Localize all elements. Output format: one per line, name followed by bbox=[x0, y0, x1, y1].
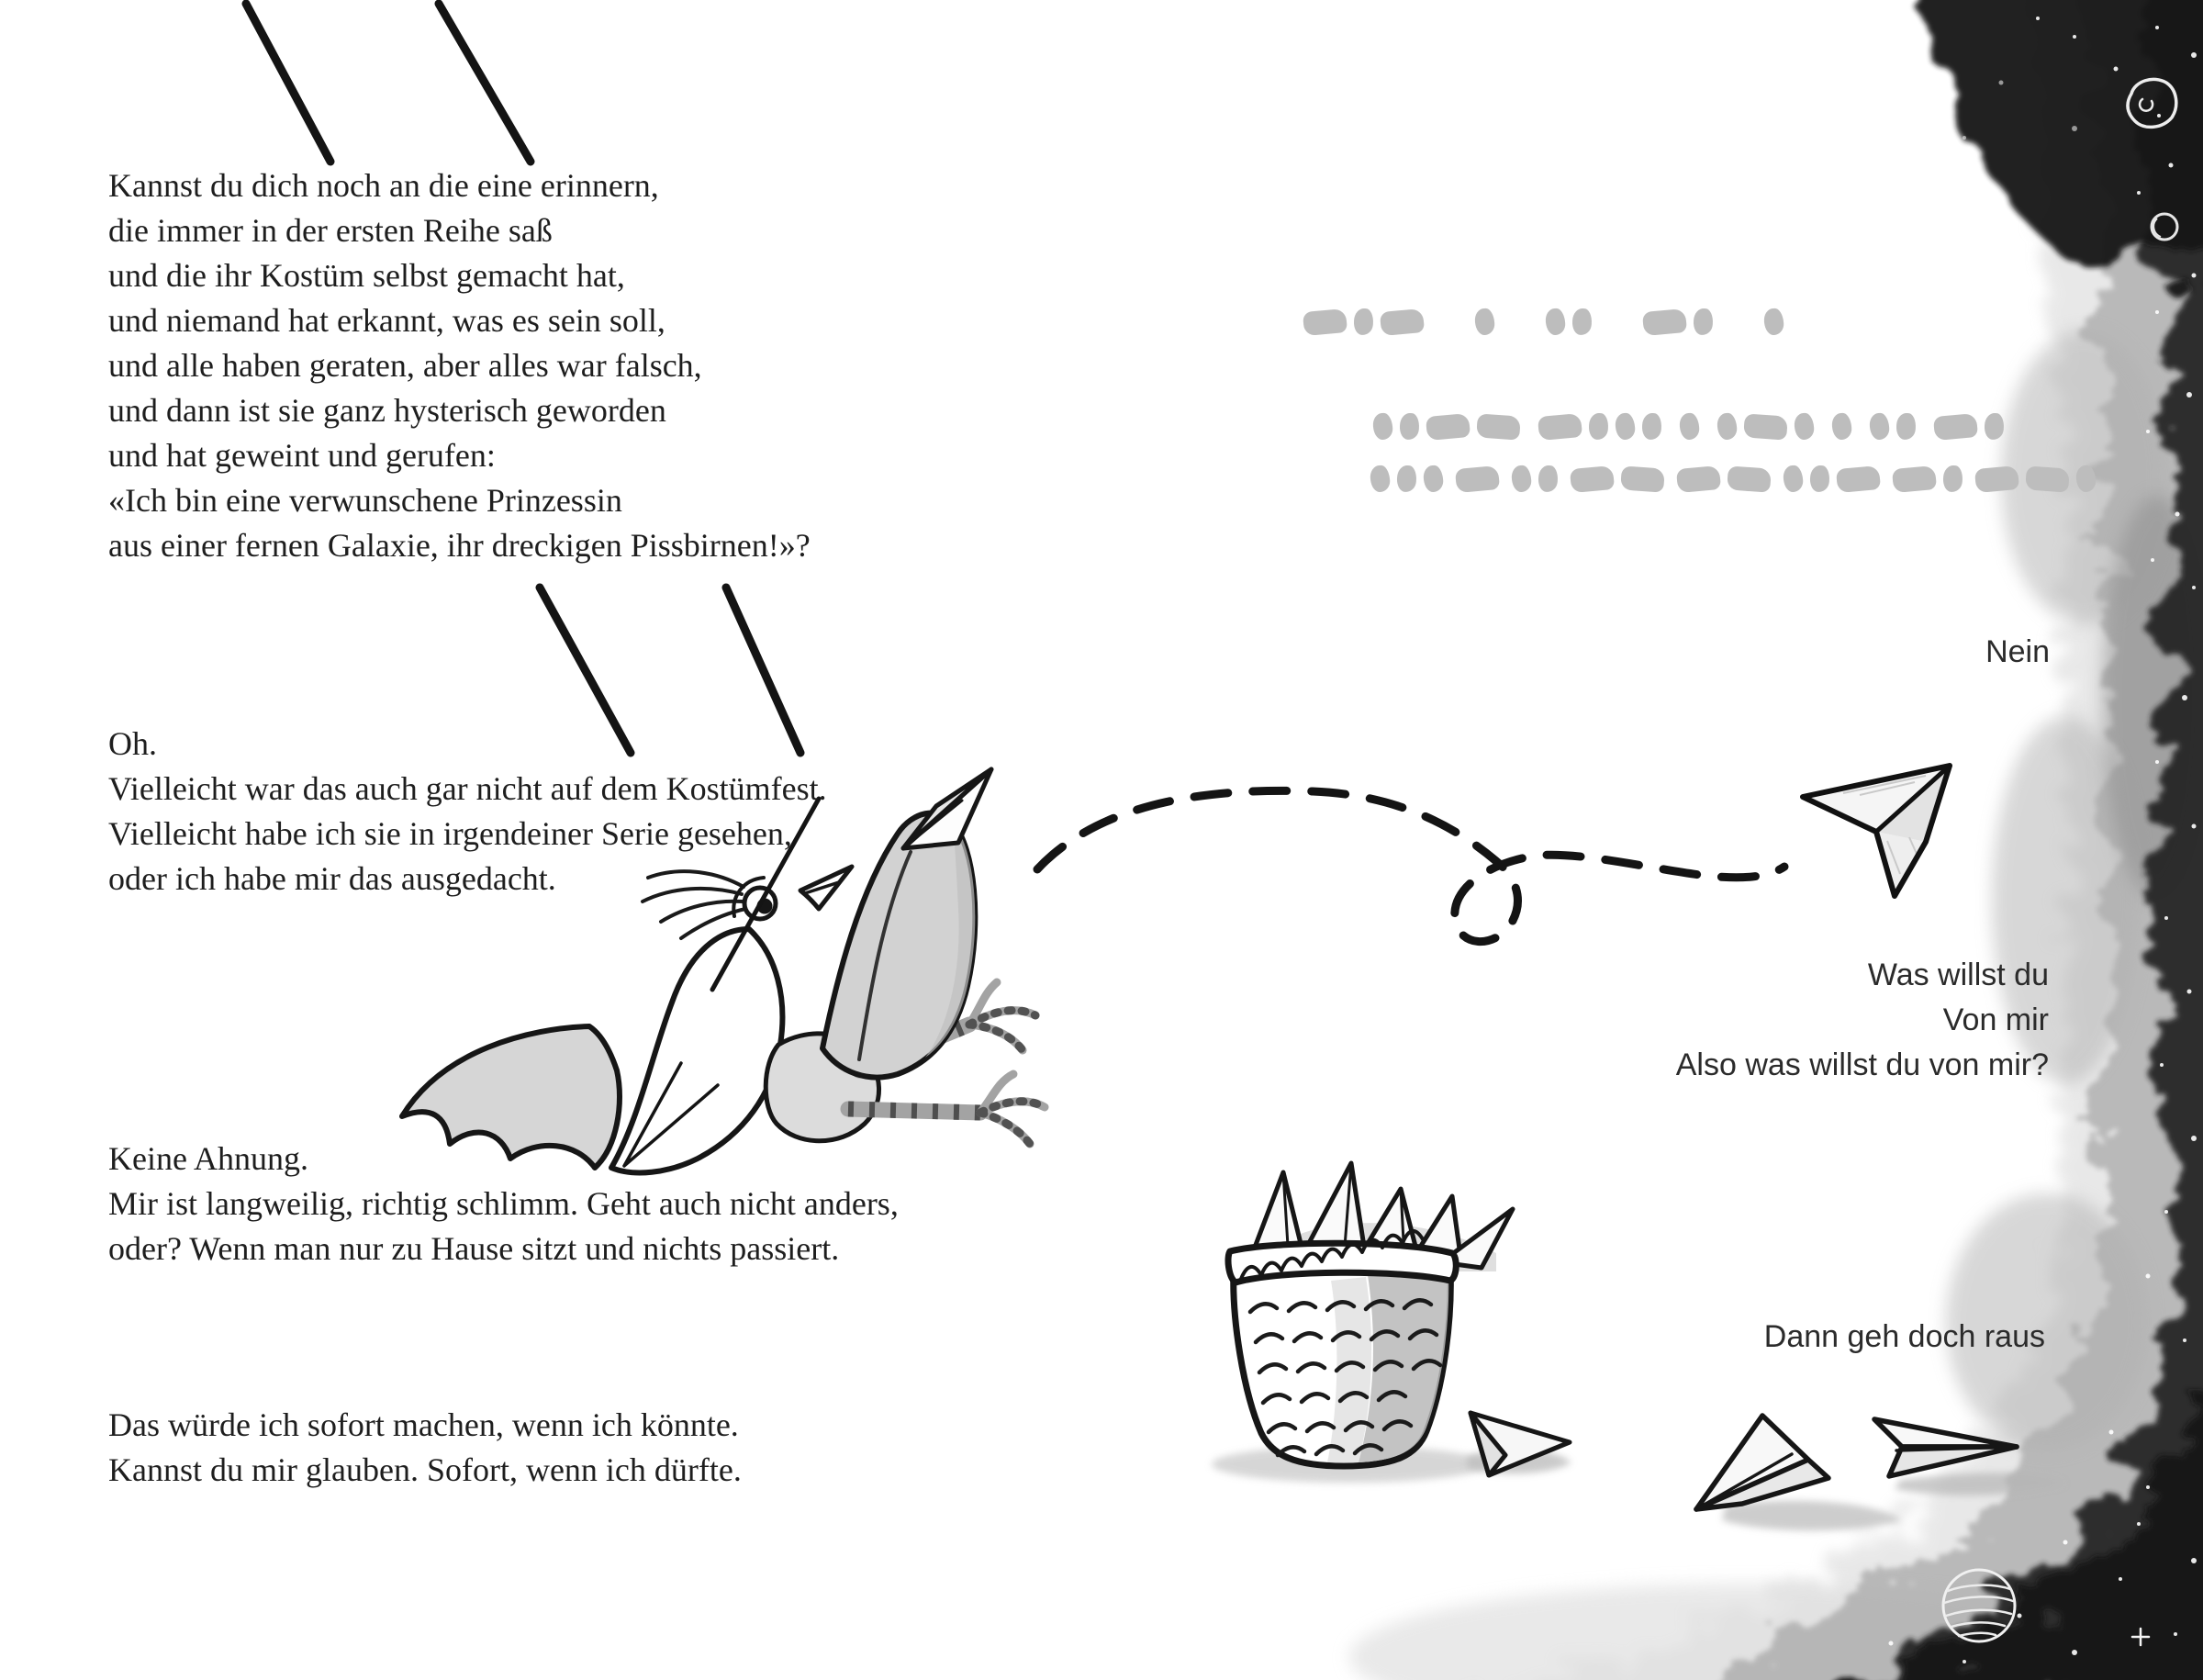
text-line: «Ich bin eine verwunschene Prinzessin bbox=[108, 482, 622, 519]
morse-dot bbox=[1474, 308, 1495, 336]
morse-letter bbox=[1303, 308, 1424, 335]
morse-code-row-2 bbox=[1373, 413, 2004, 440]
morse-dash bbox=[1538, 413, 1582, 441]
morse-dot bbox=[2075, 465, 2097, 493]
morse-dot bbox=[1396, 465, 1417, 492]
morse-dot bbox=[1511, 465, 1532, 493]
text-line: Kannst du mir glauben. Sofort, wenn ich dürfte. bbox=[108, 1451, 742, 1488]
launched-mini-paper-plane bbox=[903, 769, 991, 848]
text-line: und hat geweint und gerufen: bbox=[108, 437, 496, 474]
text-line: Das würde ich sofort machen, wenn ich könnte. bbox=[108, 1406, 739, 1443]
text-line: Also was willst du von mir? bbox=[1675, 1047, 2049, 1082]
text-line: und niemand hat erkannt, was es sein soll, bbox=[108, 302, 665, 339]
morse-letter bbox=[1571, 467, 1664, 491]
basket-illustration bbox=[1212, 1163, 1571, 1483]
morse-letter bbox=[1975, 465, 2096, 492]
morse-letter bbox=[1870, 413, 1916, 440]
morse-dot bbox=[1545, 308, 1566, 336]
morse-dot bbox=[1372, 412, 1393, 441]
morse-letter bbox=[1717, 413, 1814, 440]
morse-dot bbox=[1615, 412, 1636, 441]
text-line: Kannst du dich noch an die eine erinnern, bbox=[108, 167, 659, 204]
morse-dash bbox=[1476, 413, 1521, 440]
morse-letter bbox=[1373, 413, 1520, 440]
morse-letter bbox=[1784, 465, 1880, 492]
text-line: oder? Wenn man nur zu Hause sitzt und nichts passiert. bbox=[108, 1230, 840, 1267]
morse-dot bbox=[1809, 465, 1830, 492]
morse-dot bbox=[1831, 412, 1852, 441]
text-line: Keine Ahnung. bbox=[108, 1140, 308, 1177]
text-line: Von mir bbox=[1942, 1002, 2049, 1037]
text-line: oder ich habe mir das ausgedacht. bbox=[108, 860, 556, 897]
morse-dash bbox=[1727, 465, 1772, 492]
morse-dot bbox=[1353, 308, 1374, 335]
radio-reply-was-willst-du bbox=[1676, 953, 2049, 1088]
morse-dot bbox=[1641, 412, 1662, 440]
morse-dot bbox=[1399, 412, 1420, 440]
dashed-flight-path bbox=[1037, 790, 1784, 941]
morse-code-row-1 bbox=[1303, 308, 1784, 335]
text-line: und dann ist sie ganz hysterisch geworden bbox=[108, 392, 666, 429]
morse-dash bbox=[1836, 465, 1881, 493]
newspaper-paper-plane bbox=[1803, 766, 1950, 896]
text-line: Was willst du bbox=[1867, 958, 2049, 992]
text-line: aus einer fernen Galaxie, ihr dreckigen Pissbirnen!»? bbox=[108, 527, 811, 564]
text-line: Vielleicht war das auch gar nicht auf dem Kostümfest. bbox=[108, 770, 827, 807]
morse-dash bbox=[1676, 465, 1721, 493]
morse-dash bbox=[1642, 308, 1687, 336]
morse-code-row-3 bbox=[1370, 465, 2096, 492]
paper-plane-beside-basket bbox=[1467, 1413, 1571, 1475]
morse-dash bbox=[1974, 465, 2019, 493]
text-line: Vielleicht habe ich sie in irgendeiner Serie gesehen, bbox=[108, 815, 792, 852]
morse-dot bbox=[1370, 465, 1391, 493]
morse-letter bbox=[1680, 413, 1699, 440]
morse-dot bbox=[1794, 412, 1815, 441]
morse-dash bbox=[1743, 413, 1788, 440]
morse-dash bbox=[1426, 413, 1471, 441]
narration-paragraph-4 bbox=[108, 1403, 742, 1493]
paper-plane-right bbox=[1874, 1419, 2017, 1476]
morse-letter bbox=[1456, 467, 1499, 491]
morse-dot bbox=[1693, 308, 1714, 335]
paper-plane-left bbox=[1696, 1416, 1828, 1509]
morse-dot bbox=[1783, 465, 1804, 493]
morse-letter bbox=[1934, 413, 2004, 440]
morse-letter bbox=[1677, 467, 1771, 491]
morse-letter bbox=[1546, 308, 1592, 335]
morse-dash bbox=[1892, 465, 1937, 493]
morse-dash bbox=[2025, 465, 2070, 492]
morse-letter bbox=[1475, 308, 1494, 335]
morse-dot bbox=[1423, 465, 1444, 493]
text-line: und alle haben geraten, aber alles war falsch, bbox=[108, 347, 702, 384]
radio-reply-dann-geh-doch-raus bbox=[1764, 1315, 2045, 1360]
morse-dot bbox=[1571, 308, 1593, 335]
morse-letter bbox=[1764, 308, 1784, 335]
narration-paragraph-3 bbox=[108, 1137, 899, 1271]
text-line: Oh. bbox=[108, 725, 157, 762]
morse-dash bbox=[1620, 465, 1665, 492]
text-line: Dann geh doch raus bbox=[1763, 1319, 2045, 1354]
morse-dot bbox=[1763, 308, 1784, 336]
morse-letter bbox=[1832, 413, 1851, 440]
morse-dot bbox=[1895, 412, 1917, 440]
text-line: und die ihr Kostüm selbst gemacht hat, bbox=[108, 257, 625, 294]
morse-dot bbox=[1942, 465, 1963, 492]
morse-dash bbox=[1380, 308, 1425, 336]
text-line: die immer in der ersten Reihe saß bbox=[108, 212, 553, 249]
morse-letter bbox=[1643, 308, 1713, 335]
morse-dash bbox=[1455, 465, 1500, 493]
morse-dash bbox=[1933, 413, 1978, 441]
text-line: Nein bbox=[1985, 634, 2050, 669]
morse-dot bbox=[1984, 412, 2005, 440]
morse-letter bbox=[1538, 413, 1661, 440]
ground-paper-planes bbox=[1696, 1416, 2065, 1530]
morse-letter bbox=[1893, 465, 1963, 492]
morse-letter bbox=[1512, 465, 1558, 492]
morse-dash bbox=[1303, 308, 1348, 336]
morse-dot bbox=[1679, 412, 1700, 441]
radio-reply-nein bbox=[1985, 630, 2050, 675]
morse-dash bbox=[1570, 465, 1615, 493]
morse-letter bbox=[1370, 465, 1443, 492]
narration-paragraph-1 bbox=[108, 163, 811, 568]
morse-dot bbox=[1869, 412, 1890, 441]
morse-dot bbox=[1717, 412, 1738, 441]
text-line: Mir ist langweilig, richtig schlimm. Geht auch nicht anders, bbox=[108, 1185, 899, 1222]
morse-dot bbox=[1538, 465, 1559, 492]
morse-dot bbox=[1588, 412, 1609, 440]
narration-paragraph-2 bbox=[108, 722, 827, 902]
